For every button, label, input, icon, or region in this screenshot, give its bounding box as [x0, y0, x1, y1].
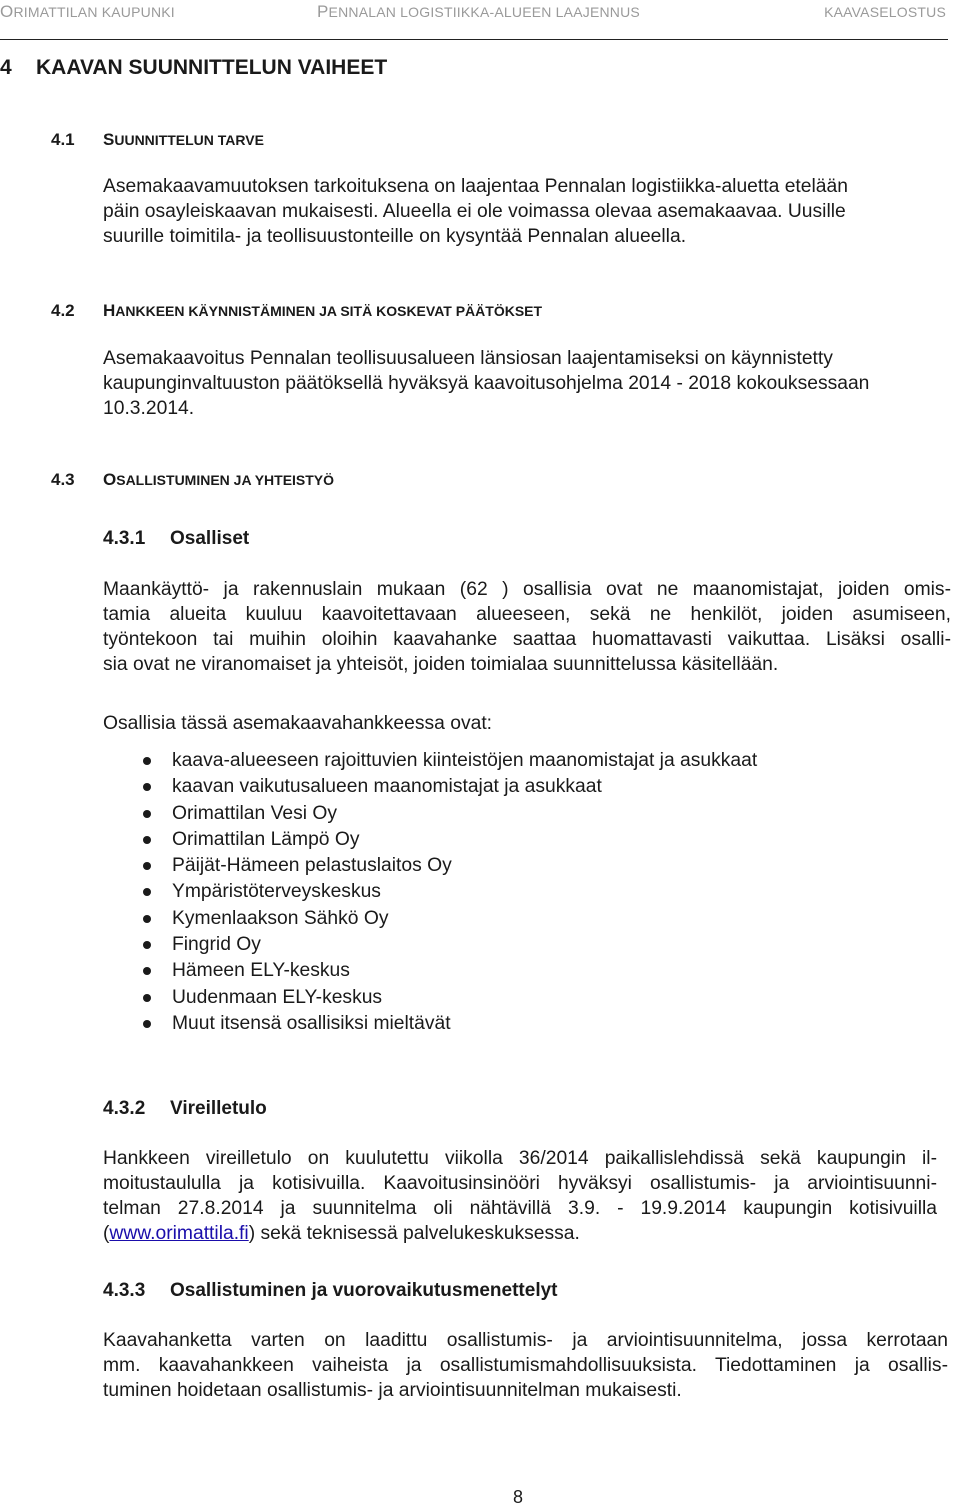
bullet-icon: [143, 1020, 151, 1028]
section-4-2-paragraph: Asemakaavoitus Pennalan teollisuusalueen länsiosan laajentamiseksi on käynnistetty kaupunginvaltuuston päätöksellä hyväksyä kaavoitusohjelma 2014 - 2018 kokouksessaan 10.3.2014.: [103, 348, 870, 419]
bullet-icon: [143, 862, 151, 870]
chapter-heading: 4 KAAVAN SUUNNITTELUN VAIHEET: [0, 56, 388, 79]
participants-list-intro: Osallisia tässä asemakaavahankkeessa ovat:: [103, 713, 493, 734]
bullet-icon: [143, 941, 151, 949]
list-item: Orimattilan Vesi Oy: [0, 801, 960, 827]
list-item: kaavan vaikutusalueen maanomistajat ja asukkaat: [0, 774, 960, 800]
list-item: Päijät-Hämeen pelastuslaitos Oy: [0, 853, 960, 879]
page-number: 8: [513, 1487, 524, 1507]
header-rule: [0, 39, 948, 40]
list-item: Uudenmaan ELY-keskus: [0, 985, 960, 1011]
list-item: Kymenlaakson Sähkö Oy: [0, 906, 960, 932]
bullet-icon: [143, 810, 151, 818]
list-item: Fingrid Oy: [0, 932, 960, 958]
section-4-3-2-paragraph: Hankkeen vireilletulo on kuulutettu viikolla 36/2014 paikallislehdissä sekä kaupungin il- moitustaululla ja kotisivuilla. Kaavoitusinsinööri hyväksyi osallistumis- ja arviointisuunni- telman 27.8.2014 ja suunnitelma oli nähtävillä 3.9. - 19.9.2014 kaupungin kotisivuilla (www.orimattila.fi) sekä teknisessä palvelukeskuksessa.: [103, 1148, 937, 1244]
section-4-3-3-paragraph: Kaavahanketta varten on laadittu osallistumis- ja arviointisuunnitelma, jossa kerrotaan mm. kaavahankkeen vaiheista ja osallistumismahdollisuuksista. Tiedottaminen ja osallis- tuminen hoidetaan osallistumis- ja arviointisuunnitelman mukaisesti.: [103, 1330, 948, 1401]
bullet-icon: [143, 994, 151, 1002]
list-item: Ympäristöterveyskeskus: [0, 879, 960, 905]
list-item: Orimattilan Lämpö Oy: [0, 827, 960, 853]
header-municipality: ORIMATTILAN KAUPUNKI: [0, 2, 175, 21]
bullet-icon: [143, 915, 151, 923]
header-project-title: PENNALAN LOGISTIIKKA-ALUEEN LAAJENNUS: [317, 2, 640, 21]
bullet-icon: [143, 836, 151, 844]
section-4-3-1-paragraph: Maankäyttö- ja rakennuslain mukaan (62 ) osallisia ovat ne maanomistajat, joiden omis- tamia alueita kuuluu kaavoitettavaan alueeseen, sekä ne henkilöt, joiden asumiseen, työntekoon tai muihin oloihin kaavahanke saattaa huomattavasti vaikuttaa. Lisäksi osalli- sia ovat ne viranomaiset ja yhteisöt, joiden toimialaa suunnittelussa käsitellään.: [103, 579, 951, 675]
list-item: kaava-alueeseen rajoittuvien kiinteistöjen maanomistajat ja asukkaat: [0, 748, 960, 774]
list-item: Muut itsensä osallisiksi mieltävät: [0, 1011, 960, 1037]
bullet-icon: [143, 757, 151, 765]
municipality-website-link[interactable]: www.orimattila.fi: [109, 1223, 249, 1244]
bullet-icon: [143, 888, 151, 896]
section-4-1-paragraph: Asemakaavamuutoksen tarkoituksena on laajentaa Pennalan logistiikka-aluetta etelään päin osayleiskaavan mukaisesti. Alueella ei ole voimassa olevaa asemakaavaa. Uusille suurille toimitila- ja teollisuustonteille on kysyntää Pennalan alueella.: [103, 176, 848, 247]
participants-list: [0, 748, 960, 1037]
bullet-icon: [143, 967, 151, 975]
bullet-icon: [143, 783, 151, 791]
header-document-type: KAAVASELOSTUS: [824, 4, 946, 20]
list-item: Hämeen ELY-keskus: [0, 958, 960, 984]
